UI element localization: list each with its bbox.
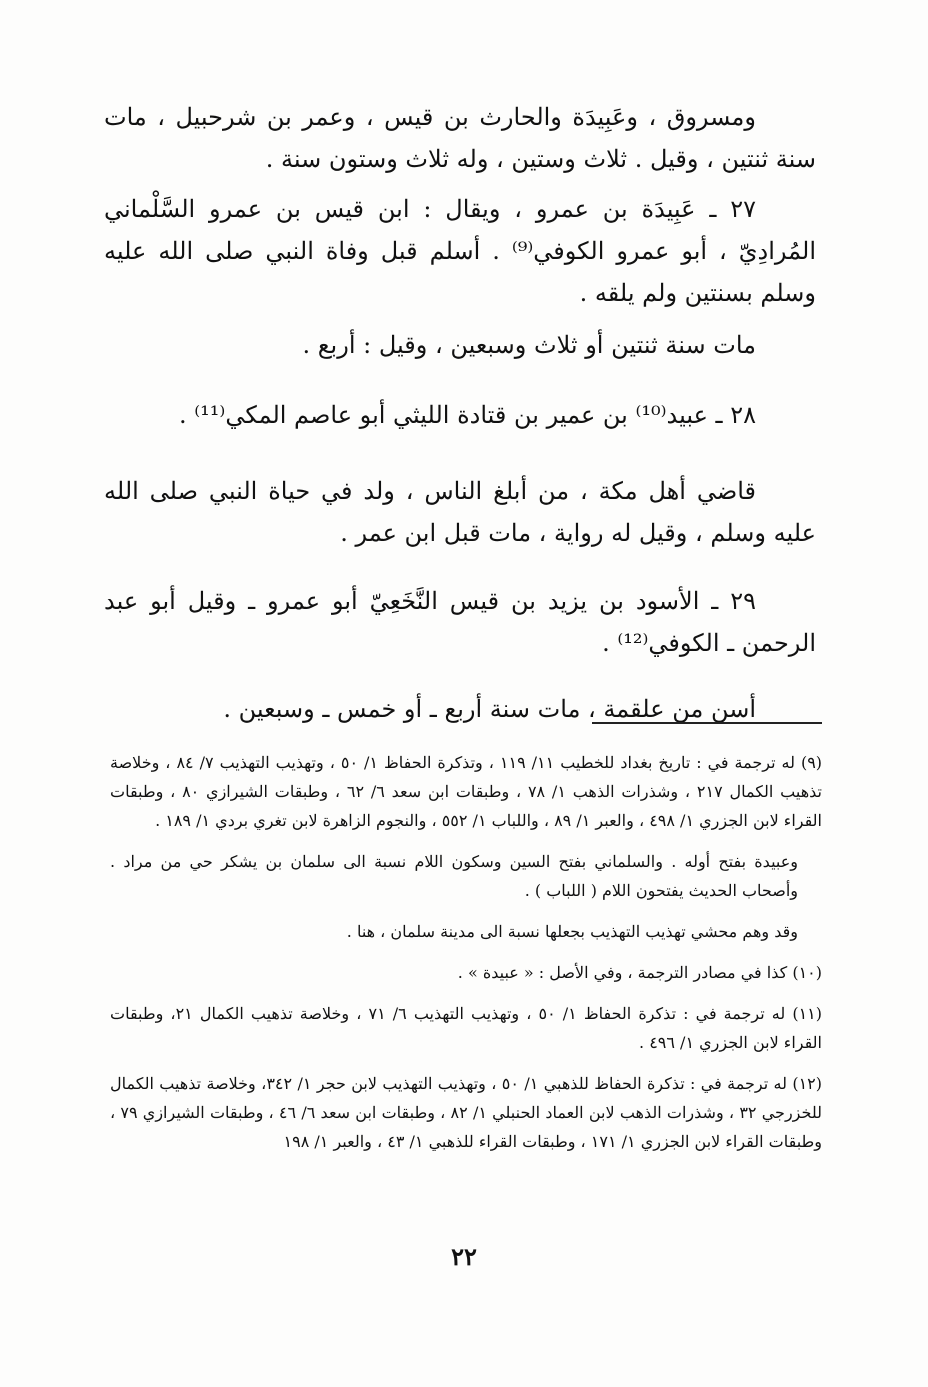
paragraph-masruq: ومسروق ، وعَبِيدَة والحارث بن قيس ، وعمر بن شرحبيل ، مات سنة ثنتين ، وقيل . ثلاث وستين ، وله ثلاث وستون سنة . <box>104 103 816 173</box>
footnote-9-note-c: وقد وهم محشي تهذيب التهذيب بجعلها نسبة الى مدينة سلمان ، هنا . <box>346 922 798 941</box>
footnote-9: (٩) له ترجمة في : تاريخ بغداد للخطيب ١١/ ١١٩ ، وتذكرة الحفاظ ١/ ٥٠ ، وتهذيب التهذيب ٧/ ٨٤ ، وخلاصة تذهيب الكمال ٢١٧ ، وشذرات الذهب ١/ ٧٨ ، وطبقات ابن سعد ٦/ ٦٢ ، وطبقات الشيرازي ٨٠ ، وطبقات القراء لابن الجزري ١/ ٤٩٨ ، والعبر ١/ ٨٩ ، واللباب ١/ ٥٥٢ ، والنجوم الزاهرة لابن تغري بردي ١/ ١٨٩ . <box>110 753 823 830</box>
footnote-separator <box>592 722 822 724</box>
entry-29-aswad: ٢٩ ـ الأسود بن يزيد بن قيس النَّخَعِيّ أبو عمرو ـ وقيل أبو عبد الرحمن ـ الكوفي⁽¹²⁾ . <box>104 587 816 657</box>
footnote-12: (١٢) له ترجمة في : تذكرة الحفاظ للذهبي ١/ ٥٠ ، وتهذيب التهذيب لابن حجر ١/ ٣٤٢، وخلاصة تذهيب الكمال للخزرجي ٣٢ ، وشذرات الذهب لابن العماد الحنبلي ١/ ٨٢ ، وطبقات ابن سعد ٦/ ٤٦ ، وطبقات الشيرازي ٧٩ ، وطبقات القراء لابن الجزري ١/ ١٧١ ، وطبقات القراء للذهبي ١/ ٤٣ ، والعبر ١/ ١٩٨ <box>110 1074 823 1151</box>
page-number: ٢٢ <box>451 1242 477 1271</box>
paragraph-ubaid-bio: قاضي أهل مكة ، من أبلغ الناس ، ولد في حياة النبي صلى الله عليه وسلم ، وقيل له رواية ، مات قبل ابن عمر . <box>104 477 816 547</box>
main-text <box>104 96 816 730</box>
paragraph-aswad-death: أسن من علقمة ، مات سنة أربع ـ أو خمس ـ وسبعين . <box>223 695 756 723</box>
entry-27-abida: ٢٧ ـ عَبِيدَة بن عمرو ، ويقال : ابن قيس بن عمرو السَّلْماني المُرادِيّ ، أبو عمرو الكوفي⁽⁹⁾ . أسلم قبل وفاة النبي صلى الله عليه وسلم بسنتين ولم يلقه . <box>104 195 816 307</box>
footnote-10: (١٠) كذا في مصادر الترجمة ، وفي الأصل : « عبيدة » . <box>457 963 822 982</box>
entry-28-ubaid: ٢٨ ـ عبيد⁽¹⁰⁾ بن عمير بن قتادة الليثي أبو عاصم المكي⁽¹¹⁾ . <box>179 401 756 429</box>
footnote-9-note-b: وعبيدة بفتح أوله . والسلماني بفتح السين وسكون اللام نسبة الى سلمان بن يشكر حي من مراد . وأصحاب الحديث يفتحون اللام ( اللباب ) . <box>110 852 798 900</box>
footnote-11: (١١) له ترجمة في : تذكرة الحفاظ ١/ ٥٠ ، وتهذيب التهذيب ٦/ ٧١ ، وخلاصة تذهيب الكمال ٢١، وطبقات القراء لابن الجزري ١/ ٤٩٦ . <box>110 1004 822 1052</box>
footnotes <box>110 748 822 1168</box>
paragraph-abida-death: مات سنة ثنتين أو ثلاث وسبعين ، وقيل : أربع . <box>302 331 756 359</box>
